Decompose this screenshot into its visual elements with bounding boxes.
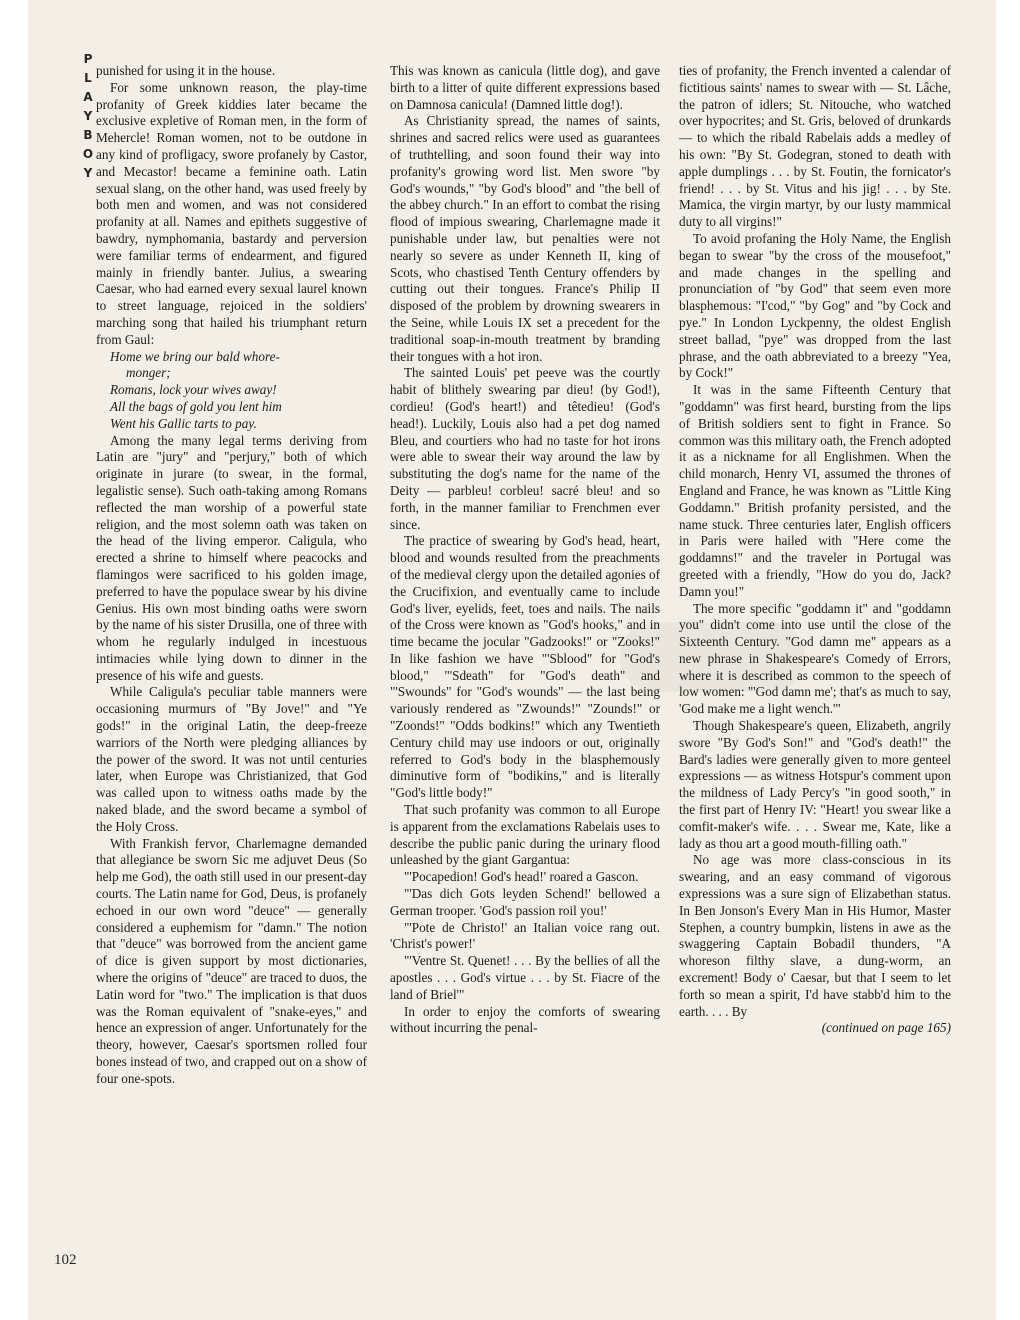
page-number: 102 xyxy=(54,1252,77,1268)
masthead-letter: Y xyxy=(83,109,93,123)
paragraph: punished for using it in the house. xyxy=(96,63,276,78)
paragraph: The practice of swearing by God's head, heart, blood and wounds resulted from the preachments of the medieval clergy upon the detailed agonies of the Crucifixion, and eventually came to include God's liver, eyelids, feet, toes and nails. The nails of the Cross were known as "God's hooks," and in time became the jocular "Gadzooks!" or "Zooks!" In like fashion we have "'Sblood" for "God's blood," "'Sdeath" for "God's death" and "'Swounds" for "God's wounds" — the last being variously rendered as "Zwounds!" "Zounds!" or "Zoonds!" "Odds bodkins!" which any Twentieth Century child may use indoors or out, originally referred to God's body in the blasphemously diminutive form of "bodikins," and is literally "God's little body!" xyxy=(390,533,661,801)
paragraph: ties of profanity, the French invented a calendar of fictitious saints' names to swear with — St. Lâche, the patron of idlers; St. Nitouche, who watched over hypocrites; and St. Gris, beloved of drunkards — to which the ribald Rabelais adds a medley of his own: "By St. Godegran, stoned to death with apple dumplings . . . by St. Foutin, the fornicator's friend! . . . by St. Vitus and his jig! . . . by Ste. Mamica, the virgin martyr, by our lusty mammical duty to all virgins!" xyxy=(679,63,951,230)
masthead-letter: A xyxy=(83,90,93,104)
paragraph: The more specific "goddamn it" and "goddamn you" didn't come into use until the close of the Sixteenth Century. "God damn me" appears as a new phrase in Shakespeare's Comedy of Errors, where it is described as common to the speech of low women: "'God damn me'; that's as much to say, 'God make me a light wench.'" xyxy=(679,600,951,717)
paragraph: This was known as canicula (little dog), and gave birth to a litter of quite different expressions based on Damnosa canicula! (Damned little dog!). xyxy=(390,63,660,112)
verse-line: monger; xyxy=(126,365,171,381)
paragraph: With Frankish fervor, Charlemagne demanded that allegiance be sworn Sic me adjuvet Deus (So help me God), the oath still used in our present-day courts. The Latin name for God, Deus, is profanely echoed in our own word "deuce" — generally considered a euphemism for "damn." The notion that "deuce" was borrowed from the ancient game of dice is given support by most dictionaries, where the origins of "deuce" are traced to duos, the Latin word for "two." The implication is that duos was the Roman equivalent of "snake-eyes," and hence an expression of anger. Unfortunately for the theory, however, Caesar's sportsmen rolled four bones instead of two, and crapped out on a show of four one-spots. xyxy=(96,835,368,1086)
verse-line: Went his Gallic tarts to pay. xyxy=(110,415,257,431)
paragraph: As Christianity spread, the names of saints, shrines and sacred relics were used as guarantees of truthtelling, and soon found their way into profanity's growing word list. Men swore "by God's wounds," "by God's blood" and "the bell of the abbey church." In an effort to combat the rising flood of impious swearing, Charlemagne made it punishable under law, but penalties were not nearly so severe as under Kenneth II, king of Scots, who chastised Tenth Century offenders by cutting out their tongues. France's Philip II disposed of the problem by drowning swearers in the Seine, while Louis IX set a precedent for the traditional soap-in-mouth treatment by branding their tongues with a hot iron. xyxy=(390,113,660,364)
paragraph: It was in the same Fifteenth Century that "goddamn" was first heard, bursting from the lips of British soldiers sent to fight in France. So common was this military oath, the French adopted it as a nickname for all Englishmen. When the child monarch, Henry VI, assumed the thrones of England and France, he was known as "Little King Goddamn." British profanity persisted, and the name stuck. Three centuries later, English officers in Paris were hailed with "Here come the goddamns!" and the traveler in Portugal was greeted with a friendly, "How do you do, Jack? Damn you!" xyxy=(679,382,951,599)
song-verse xyxy=(96,349,367,433)
paragraph: Among the many legal terms deriving from Latin are "jury" and "perjury," both of which originate in jurare (to swear, in the formal, legalistic sense). Such oath-taking among Romans reflected the man worship of a powerful state religion, and the most solemn oath was taken on the head of the living emperor. Caligula, who erected a shrine to himself where peacocks and flamingos were sacrificed to his golden image, preferred to have the populace swear by his divine Genius. His own most binding oaths were sworn by the name of his sister Drusilla, one of three with whom he regularly indulged in incestuous intimacies while lying down to dinner in the presence of his wife and guests. xyxy=(96,432,367,683)
magazine-masthead xyxy=(80,50,96,183)
paragraph: The sainted Louis' pet peeve was the courtly habit of blithely swearing par dieu! (by God!), cordieu! (God's heart!) and têtedieu! (God's head!). Luckily, Louis also had a pet dog named Bleu, and courtiers who had no taste for hot irons were able to swear their way around the law by substituting the dog's name for the name of the Deity — parbleu! corbleu! sacré bleu! and so forth, in the manner familiar to Frenchmen ever since. xyxy=(390,365,660,532)
masthead-letter: P xyxy=(83,52,93,66)
continued-note: (continued on page 165) xyxy=(821,1020,951,1036)
paragraph: That such profanity was common to all Europe is apparent from the exclamations Rabelais uses to describe the public panic during the urinary flood unleashed by the giant Gargantua: xyxy=(390,802,660,868)
paragraph: "'Das dich Gots leyden Schend!' bellowed a German trooper. 'God's passion roil you!' xyxy=(390,886,660,918)
masthead-letter: O xyxy=(82,147,94,161)
masthead-letter: B xyxy=(83,128,93,142)
masthead-letter: L xyxy=(84,71,92,85)
paragraph: To avoid profaning the Holy Name, the English began to swear "by the cross of the mousefoot," and made changes in the spelling and pronunciation of "by God" that seem even more blasphemous: "I'cod," "by Gog" and "by Cock and pye." In London Lyckpenny, the oldest English street ballad, "pye" was dropped from the last phrase, and the oath abbreviated to a breezy "Yea, by Cock!" xyxy=(679,230,951,381)
paragraph: "'Pote de Christo!' an Italian voice rang out. 'Christ's power!' xyxy=(390,919,660,952)
paragraph: In order to enjoy the comforts of swearing without incurring the penal- xyxy=(390,1003,660,1036)
text-column-3 xyxy=(679,63,951,1037)
paragraph: No age was more class-conscious in its swearing, and an easy command of vigorous expressions was a sure sign of Elizabethan status. In Ben Jonson's Every Man in His Humor, Master Stephen, a country bumpkin, listens in awe as the swaggering Captain Bobadil thunders, "A whoreson filthy slave, a dung-worm, an excrement! Body o' Caesar, but that I seem to let forth so mean a spirit, I'd have stabb'd him to the earth. . . . By xyxy=(679,852,951,1019)
paragraph: While Caligula's peculiar table manners were occasioning murmurs of "By Jove!" and "Ye gods!" in the original Latin, the deep-freeze warriors of the North were pledging alliances by the power of the sword. It was not until centuries later, when Europe was Christianized, that God was called upon to witness oaths made by the naked blade, and the sword became a symbol of the Holy Cross. xyxy=(96,684,367,834)
magazine-page xyxy=(28,0,996,1320)
text-column-1 xyxy=(96,63,367,1088)
text-column-2 xyxy=(390,63,660,1037)
paragraph: "'Ventre St. Quenet! . . . By the bellies of all the apostles . . . God's virtue . . . by St. Fiacre of the land of Briel'" xyxy=(390,953,660,1002)
masthead-letter: Y xyxy=(83,166,93,180)
verse-line: Home we bring our bald whore- xyxy=(110,348,280,364)
paragraph: "'Pocapedion! God's head!' roared a Gascon. xyxy=(404,869,639,885)
verse-line: Romans, lock your wives away! xyxy=(110,382,277,398)
paragraph: For some unknown reason, the play-time profanity of Greek kiddies later became the exclusive expletive of Roman men, in the form of Mehercle! Roman women, not to be outdone in any kind of profligacy, swore profanely by Castor, and Mecastor! became a feminine oath. Latin sexual slang, on the other hand, was used freely by both men and women, and was not considered profanity at all. Names and epithets suggestive of bawdry, nymphomania, bastardy and perversion were familiar terms of endearment, and figured mainly in friendly banter. Julius, a swearing Caesar, who had earned every sexual laurel known to street language, rejoiced in the soldiers' marching song that hailed his triumphant return from Gaul: xyxy=(96,79,367,347)
verse-line: All the bags of gold you lent him xyxy=(110,398,282,414)
paragraph: Though Shakespeare's queen, Elizabeth, angrily swore "By God's Son!" and "God's death!" the Bard's ladies were generally given to more genteel expressions — as witness Hotspur's comment upon the mildness of Lady Percy's "in good sooth," in the first part of Henry IV: "Heart! you swear like a comfit-maker's wife. . . . Swear me, Kate, like a lady as thou art a good mouth-filling oath." xyxy=(679,718,951,851)
